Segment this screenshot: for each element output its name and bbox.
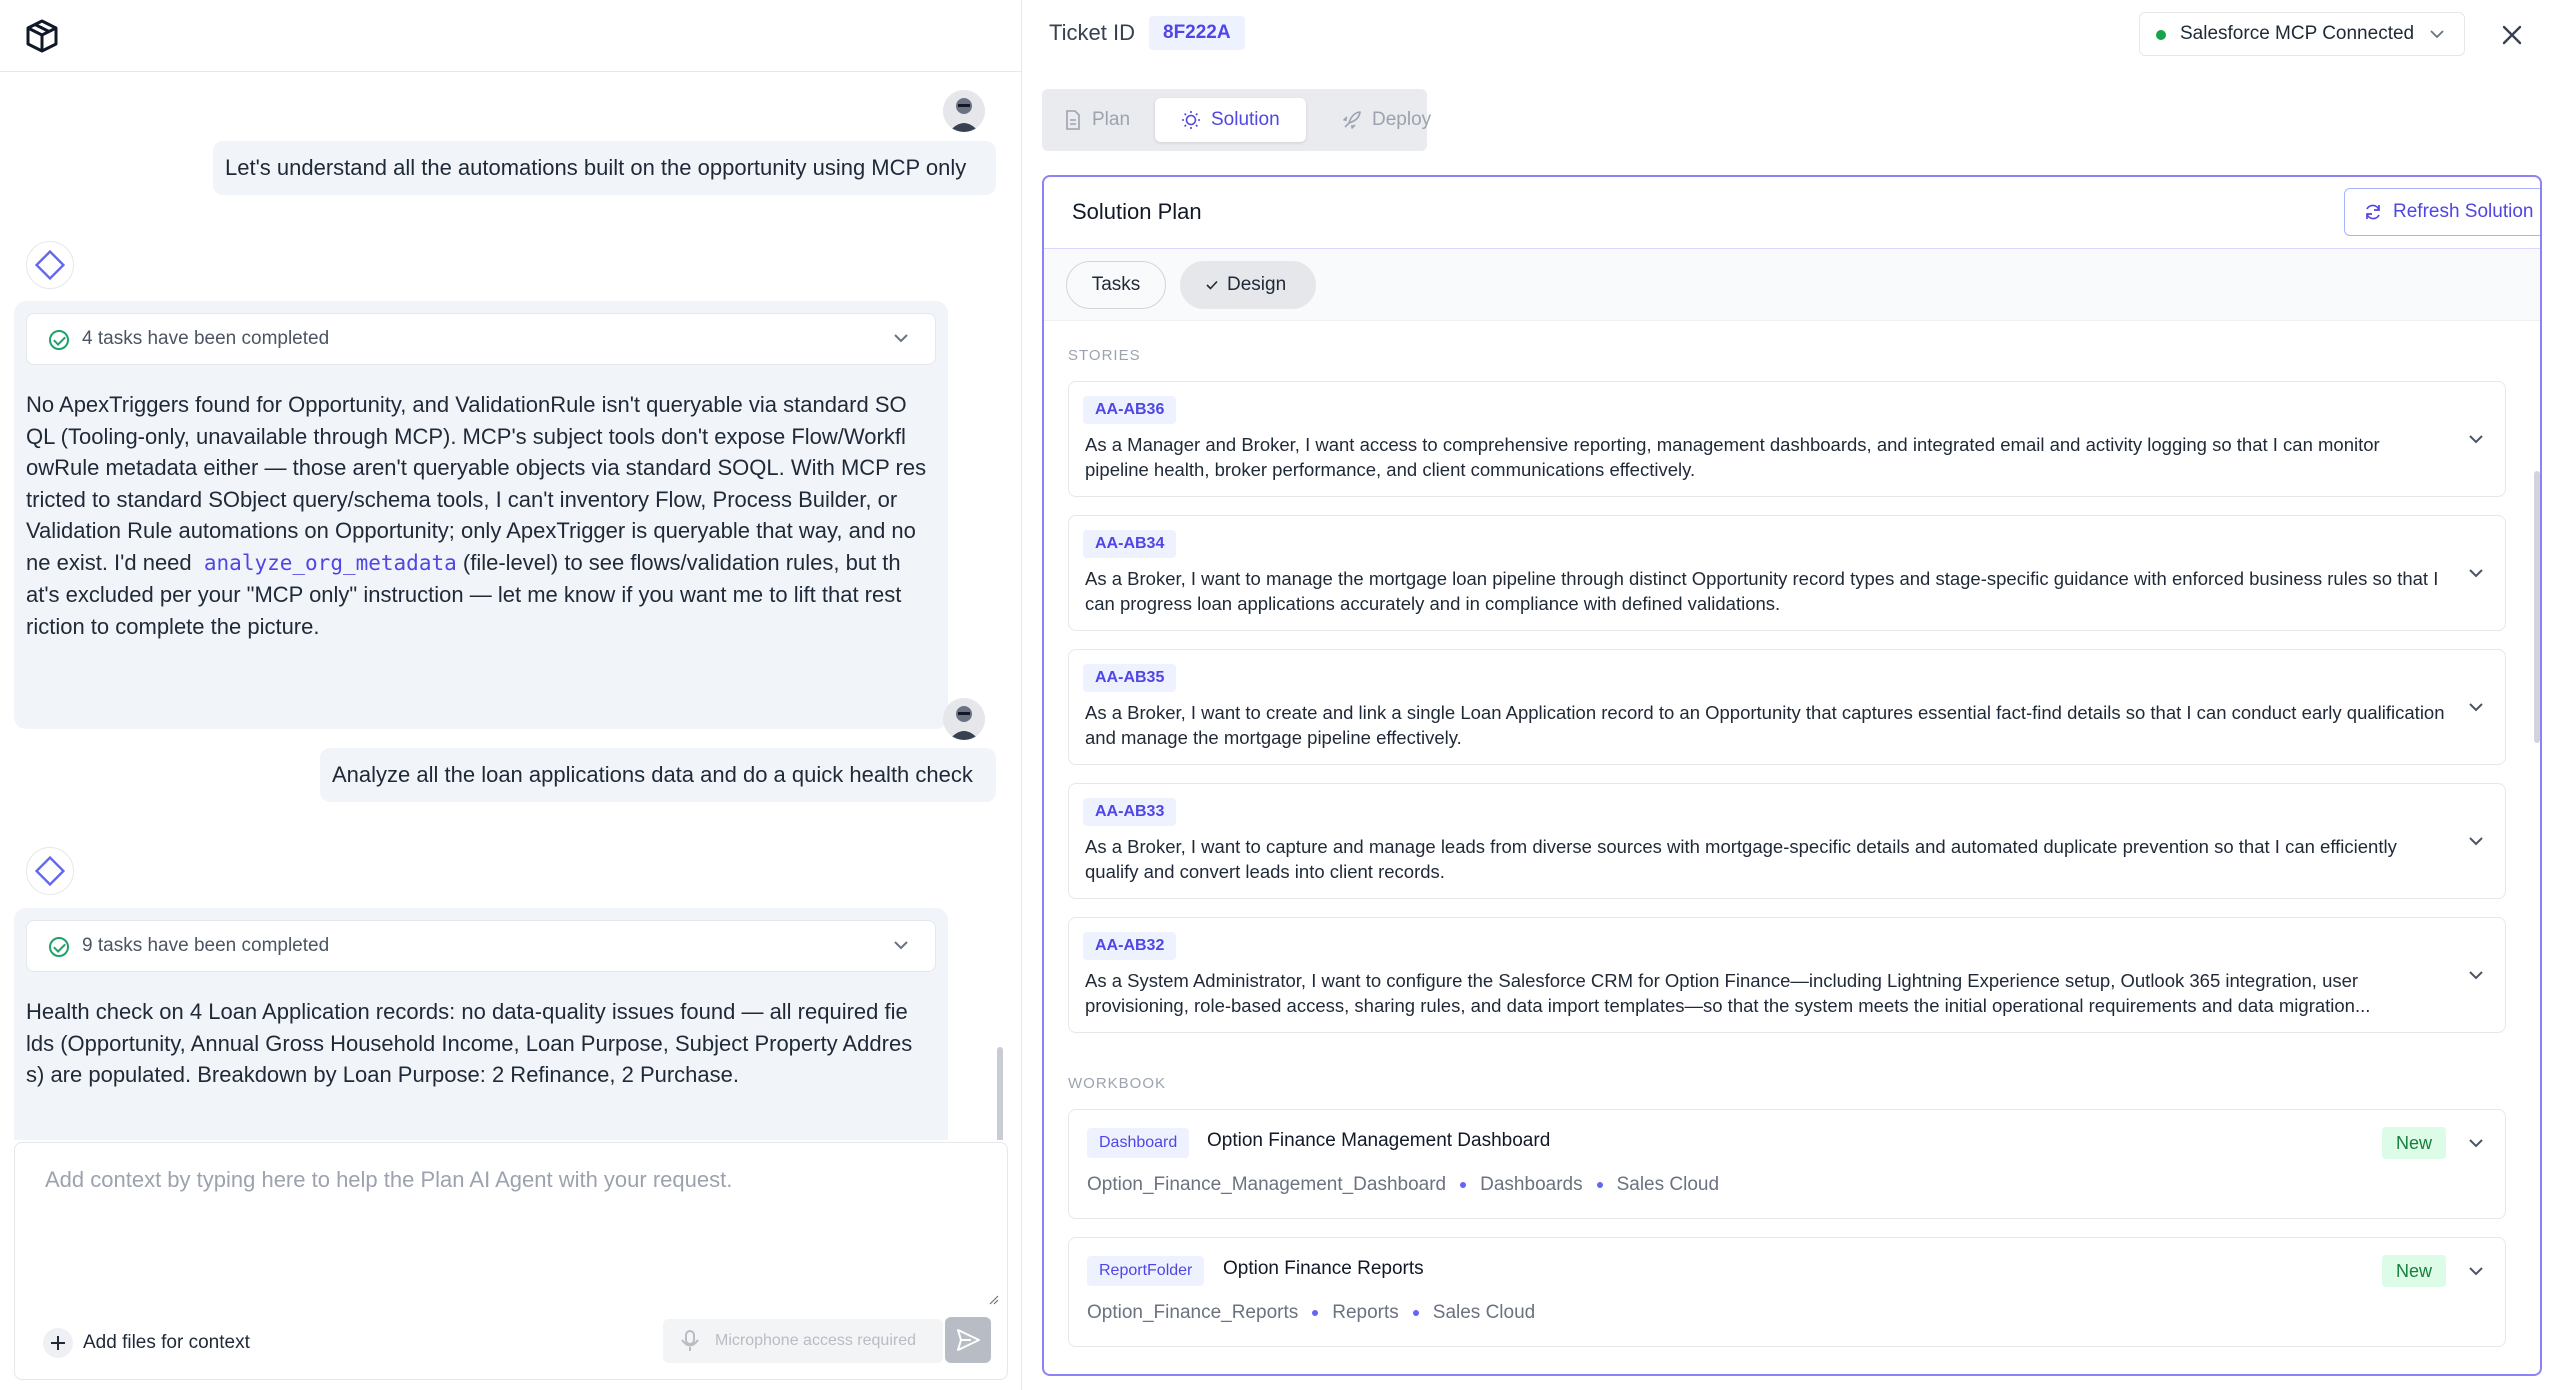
- stories-section-label: STORIES: [1068, 347, 1141, 364]
- tasks-completed-toggle[interactable]: [26, 313, 936, 365]
- story-id-badge: AA-AB35: [1083, 664, 1176, 692]
- story-text: As a Broker, I want to create and link a single Loan Application record to an Opportunity that captures essential fact-find details so that I can conduct early qualification and manage the mortgage pipeline effectively.: [1085, 702, 2445, 748]
- separator-dot: [1312, 1310, 1318, 1316]
- workbook-category: Dashboards: [1480, 1174, 1583, 1195]
- story-id-badge: AA-AB32: [1083, 932, 1176, 960]
- story-id-badge: AA-AB33: [1083, 798, 1176, 826]
- message-input[interactable]: Add context by typing here to help the Plan AI Agent with your request.: [45, 1167, 733, 1192]
- solution-plan-header: [1044, 177, 2540, 249]
- chevron-down-icon[interactable]: [2465, 830, 2487, 852]
- separator-dot: [1413, 1310, 1419, 1316]
- user-avatar: [943, 90, 985, 132]
- chevron-down-icon[interactable]: [2465, 562, 2487, 584]
- tab-solution[interactable]: [1155, 98, 1306, 142]
- response-text: (file-level) to see flows/validation rules, but th: [462, 549, 901, 575]
- chevron-down-icon[interactable]: [2465, 964, 2487, 986]
- workbook-item-name: Option Finance Reports: [1223, 1258, 1424, 1279]
- workbook-type-badge: Dashboard: [1087, 1128, 1189, 1158]
- response-line: owRule metadata either — those aren't queryable objects via standard SOQL. With MCP res: [26, 455, 927, 480]
- send-icon: [945, 1317, 991, 1363]
- solution-panel: [1023, 0, 2557, 1390]
- story-card[interactable]: [1068, 917, 2506, 1033]
- response-line: lds (Opportunity, Annual Gross Household Income, Loan Purpose, Subject Property Addres: [26, 1030, 913, 1056]
- chevron-down-icon: [891, 935, 911, 955]
- user-message: Let's understand all the automations built on the opportunity using MCP only: [213, 141, 996, 195]
- workbook-api-name: Option_Finance_Reports: [1087, 1302, 1299, 1323]
- status-badge: New: [2382, 1255, 2446, 1287]
- story-card[interactable]: [1068, 381, 2506, 497]
- check-circle-icon: [49, 330, 69, 350]
- separator-dot: [1597, 1182, 1603, 1188]
- close-icon[interactable]: [2495, 18, 2529, 52]
- ticket-header: [1023, 0, 2557, 72]
- plan-scrollbar[interactable]: [2534, 471, 2540, 743]
- chat-thread: [0, 72, 1022, 1140]
- rocket-icon: [1342, 110, 1362, 130]
- story-text: As a Manager and Broker, I want access to comprehensive reporting, management dashboards, and integrated email and activity logging so that I can monitor pipeline health, broker performance, and client communications effectively.: [1085, 434, 2380, 480]
- workbook-item[interactable]: [1068, 1109, 2506, 1219]
- logo-cube-icon: [24, 18, 60, 54]
- connected-status-dot: [2156, 30, 2166, 40]
- view-tabs: [1042, 89, 1432, 151]
- story-card[interactable]: [1068, 515, 2506, 631]
- chat-topbar: [0, 0, 1022, 72]
- response-line: riction to complete the picture.: [26, 613, 320, 639]
- workbook-cloud: Sales Cloud: [1432, 1302, 1536, 1323]
- chevron-down-icon[interactable]: [2465, 1132, 2487, 1154]
- workbook-item-meta: [1087, 1302, 1535, 1324]
- response-line: s) are populated. Breakdown by Loan Purpose: 2 Refinance, 2 Purchase.: [26, 1062, 740, 1087]
- solution-plan-body: [1044, 321, 2540, 1376]
- tab-deploy[interactable]: [1342, 98, 1431, 142]
- user-message: Analyze all the loan applications data and do a quick health check: [320, 748, 996, 802]
- plus-icon: [43, 1328, 73, 1358]
- response-line: No ApexTriggers found for Opportunity, and ValidationRule isn't queryable via standard SO: [26, 392, 907, 417]
- plan-subtabs: [1044, 249, 2540, 321]
- response-text: ne exist. I'd need: [26, 549, 192, 575]
- subtab-design[interactable]: [1180, 261, 1316, 309]
- story-card[interactable]: [1068, 783, 2506, 899]
- ai-response: [14, 301, 948, 729]
- workbook-item[interactable]: [1068, 1237, 2506, 1347]
- chevron-down-icon[interactable]: [2465, 696, 2487, 718]
- refresh-solution-label: Refresh Solution: [2393, 201, 2534, 222]
- workbook-section-label: WORKBOOK: [1068, 1075, 1167, 1092]
- chat-scrollbar[interactable]: [997, 1047, 1003, 1140]
- chevron-down-icon: [891, 328, 911, 348]
- story-id-badge: AA-AB34: [1083, 530, 1176, 558]
- response-line: [26, 547, 946, 580]
- inline-code: analyze_org_metadata: [203, 550, 457, 575]
- tasks-completed-label: 4 tasks have been completed: [82, 328, 330, 349]
- ai-agent-icon: [26, 847, 74, 895]
- response-line: Health check on 4 Loan Application records: no data-quality issues found — all required fie: [26, 999, 908, 1024]
- response-line: QL (Tooling-only, unavailable through MCP). MCP's subject tools don't expose Flow/Workfl: [26, 423, 906, 449]
- add-files-label: Add files for context: [83, 1332, 250, 1353]
- resize-handle-icon[interactable]: [987, 1293, 999, 1305]
- tasks-completed-toggle[interactable]: [26, 920, 936, 972]
- ticket-id-badge: 8F222A: [1149, 16, 1245, 50]
- ai-response-text: [26, 389, 946, 642]
- workbook-cloud: Sales Cloud: [1616, 1174, 1720, 1195]
- add-files-button[interactable]: [43, 1325, 250, 1361]
- tab-deploy-label: Deploy: [1372, 109, 1432, 130]
- story-text: As a System Administrator, I want to configure the Salesforce CRM for Option Finance—including Lightning Experience setup, Outlook 365 integration, user provisioning, role-based access, sharing rules, and data import templates—so that the system meets the initial operational requirements and data migration...: [1085, 970, 2371, 1016]
- response-line: at's excluded per your "MCP only" instruction — let me know if you want me to lift that rest: [26, 582, 902, 607]
- separator-dot: [1460, 1182, 1466, 1188]
- chat-panel: [0, 0, 1022, 1390]
- ticket-id-label: Ticket ID: [1049, 20, 1135, 45]
- response-line: tricted to standard SObject query/schema tools, I can't inventory Flow, Process Builder, or: [26, 486, 898, 512]
- mcp-connection-dropdown[interactable]: [2139, 12, 2465, 56]
- microphone-icon: [679, 1329, 701, 1353]
- subtab-design-label: Design: [1227, 274, 1287, 295]
- lightbulb-icon: [1181, 110, 1201, 130]
- status-badge: New: [2382, 1127, 2446, 1159]
- tab-plan-label: Plan: [1092, 109, 1131, 130]
- workbook-category: Reports: [1332, 1302, 1399, 1323]
- ai-response-text: [26, 996, 946, 1091]
- microphone-button[interactable]: [663, 1319, 943, 1363]
- message-composer: [14, 1142, 1008, 1380]
- chevron-down-icon: [2428, 25, 2446, 43]
- workbook-type-badge: ReportFolder: [1087, 1256, 1204, 1286]
- workbook-item-name: Option Finance Management Dashboard: [1207, 1130, 1551, 1151]
- check-circle-icon: [49, 937, 69, 957]
- subtab-tasks[interactable]: [1066, 261, 1166, 309]
- story-text: As a Broker, I want to manage the mortgage loan pipeline through distinct Opportunity record types and stage-specific guidance with enforced business rules so that I can progress loan applications accurately and in compliance with defined validations.: [1085, 568, 2439, 614]
- solution-plan-card: [1042, 175, 2542, 1376]
- story-id-badge: AA-AB36: [1083, 396, 1176, 424]
- checkmark-icon: [1205, 278, 1219, 292]
- story-card[interactable]: [1068, 649, 2506, 765]
- response-line: Validation Rule automations on Opportunity; only ApexTrigger is queryable that way, and no: [26, 518, 916, 543]
- tab-solution-label: Solution: [1211, 109, 1280, 130]
- tab-plan[interactable]: [1064, 98, 1130, 142]
- refresh-solution-button[interactable]: [2344, 188, 2542, 236]
- ai-agent-icon: [26, 241, 74, 289]
- workbook-api-name: Option_Finance_Management_Dashboard: [1087, 1174, 1447, 1195]
- send-button[interactable]: [945, 1317, 991, 1363]
- document-icon: [1064, 110, 1082, 130]
- ai-response: [14, 908, 948, 1140]
- workbook-item-meta: [1087, 1174, 1719, 1196]
- microphone-label: Microphone access required: [715, 1332, 916, 1349]
- subtab-tasks-label: Tasks: [1091, 274, 1141, 295]
- mcp-status-label: Salesforce MCP Connected: [2180, 23, 2415, 44]
- refresh-icon: [2363, 202, 2383, 222]
- user-avatar: [943, 698, 985, 740]
- chevron-down-icon[interactable]: [2465, 428, 2487, 450]
- story-text: As a Broker, I want to capture and manage leads from diverse sources with mortgage-specific details and automated duplicate prevention so that I can efficiently qualify and convert leads into client records.: [1085, 836, 2397, 882]
- tasks-completed-label: 9 tasks have been completed: [82, 935, 330, 956]
- chevron-down-icon[interactable]: [2465, 1260, 2487, 1282]
- solution-plan-title: Solution Plan: [1072, 199, 1202, 224]
